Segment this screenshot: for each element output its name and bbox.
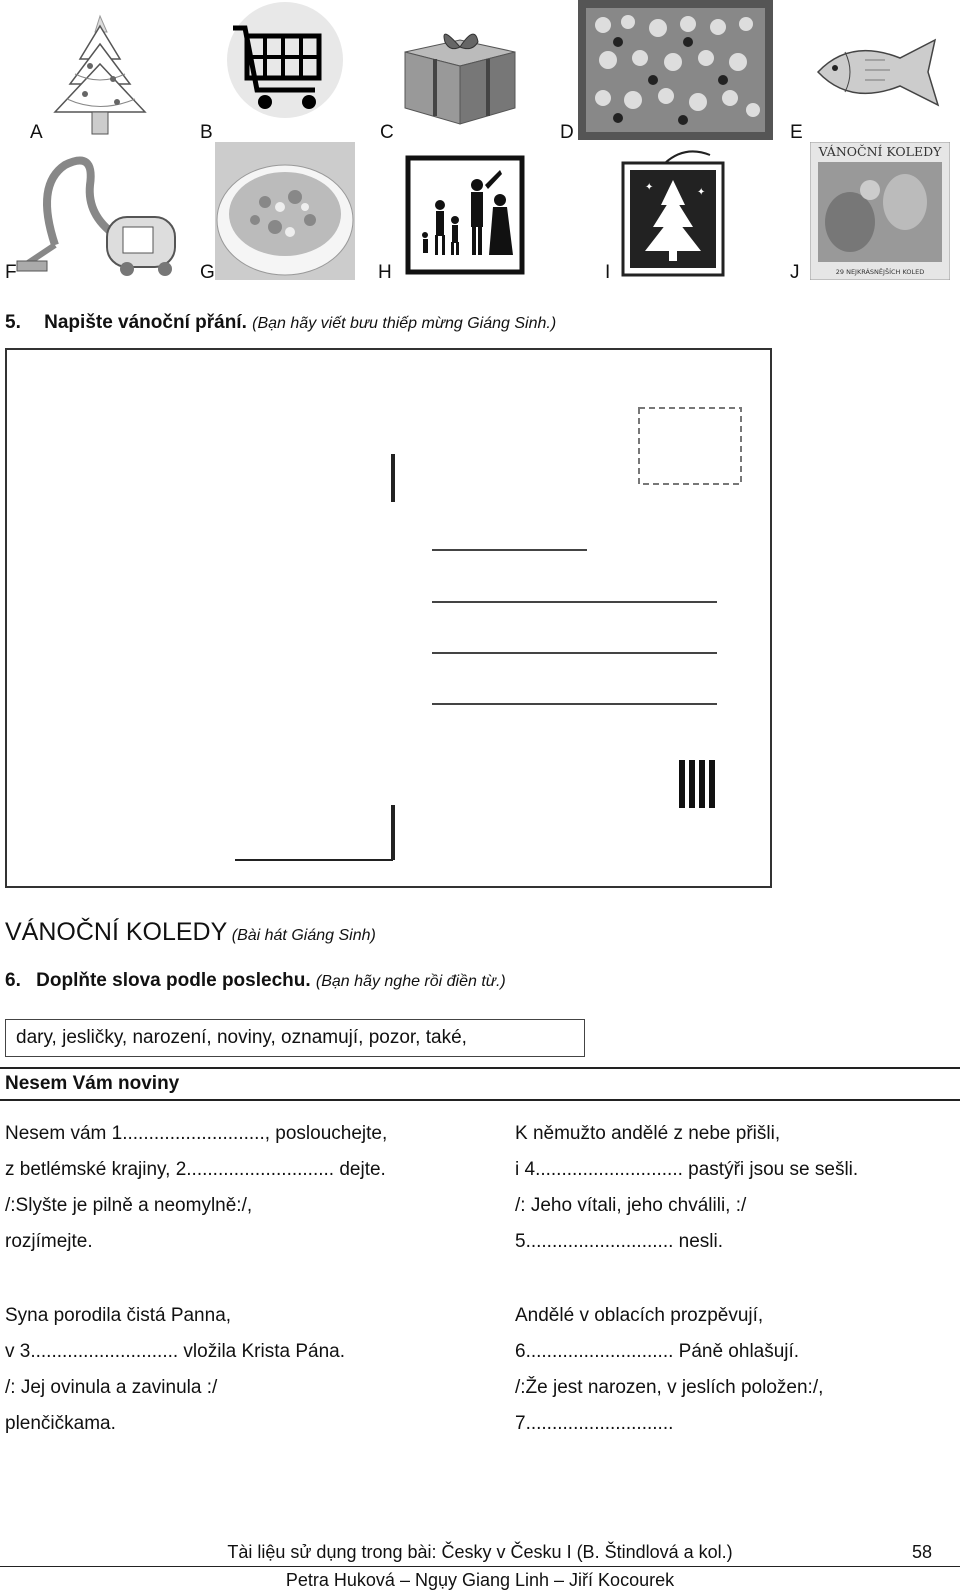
stanza-1-line-2: z betlémské krajiny, 2............................ dejte. bbox=[5, 1159, 386, 1180]
picture-letter-a: A bbox=[30, 122, 43, 143]
stanza-3-line-1: Syna porodila čistá Panna, bbox=[5, 1305, 232, 1326]
word-bank: dary, jesličky, narození, noviny, oznamují, pozor, také, bbox=[5, 1019, 585, 1057]
stanza-3-line-2: v 3............................ vložila Krista Pána. bbox=[5, 1341, 346, 1362]
exercise-6-title: Doplňte slova podle poslechu. bbox=[36, 970, 311, 991]
christmas-tree-icon bbox=[45, 4, 155, 139]
exercise-5-translation: (Bạn hãy viết bưu thiếp mừng Giáng Sinh.) bbox=[252, 315, 557, 332]
page-number: 58 bbox=[912, 1542, 933, 1562]
vacuum-cleaner-icon bbox=[15, 145, 180, 280]
song-title-rule-bottom bbox=[0, 1099, 960, 1101]
stanza-1-line-4: rozjímejte. bbox=[5, 1231, 93, 1252]
stanza-4-line-1: Andělé v oblacích prozpěvují, bbox=[515, 1305, 764, 1326]
song-title-rule-top bbox=[0, 1067, 960, 1069]
picture-letter-j: J bbox=[790, 262, 800, 283]
christmas-card-icon bbox=[615, 145, 730, 280]
stanza-2-line-2: i 4............................ pastýři jsou se sešli. bbox=[515, 1159, 859, 1180]
picture-letter-g: G bbox=[200, 262, 215, 283]
picture-letter-d: D bbox=[560, 122, 574, 143]
postcode-barcode bbox=[679, 760, 715, 808]
christmas-cookies-tray-icon bbox=[578, 0, 773, 140]
footer-authors: Petra Huková – Ngụy Giang Linh – Jiří Kocourek bbox=[285, 1570, 675, 1590]
svg-text:✦: ✦ bbox=[697, 187, 706, 198]
exercise-5-heading bbox=[5, 312, 556, 334]
stanza-4-line-2: 6............................ Páně ohlašují. bbox=[515, 1341, 800, 1362]
stanza-4 bbox=[515, 1305, 823, 1449]
section-translation: (Bài hát Giáng Sinh) bbox=[231, 927, 376, 944]
carp-fish-icon bbox=[810, 30, 950, 115]
footer-source: Tài liệu sử dụng trong bài: Česky v Česku I (B. Štindlová a kol.) bbox=[227, 1542, 733, 1562]
stanza-1-line-3: /:Slyšte je pilně a neomylně:/, bbox=[5, 1195, 253, 1216]
potato-salad-icon bbox=[215, 142, 355, 280]
footer-rule bbox=[0, 1566, 960, 1567]
section-title: VÁNOČNÍ KOLEDY bbox=[5, 918, 228, 946]
exercise-6-number: 6. bbox=[5, 970, 21, 991]
shopping-cart-icon bbox=[215, 0, 350, 135]
stanza-2 bbox=[515, 1123, 858, 1267]
exercise-5-number: 5. bbox=[5, 312, 21, 333]
stanza-3-line-3: /: Jej ovinula a zavinula :/ bbox=[5, 1377, 218, 1398]
exercise-6-translation: (Bạn hãy nghe rồi điền từ.) bbox=[315, 973, 506, 990]
picture-letter-c: C bbox=[380, 122, 394, 143]
stanza-1 bbox=[5, 1123, 387, 1267]
cd-cover-subtitle: 29 NEJKRÁSNĚJŠÍCH KOLED bbox=[835, 268, 925, 276]
picture-letter-i: I bbox=[605, 262, 611, 283]
postcard-template bbox=[5, 348, 772, 888]
exercise-5-title: Napište vánoční přání. bbox=[44, 312, 247, 333]
gift-box-icon bbox=[400, 22, 520, 127]
stanza-2-line-4: 5............................ nesli. bbox=[515, 1231, 724, 1252]
cd-cover-title: VÁNOČNÍ KOLEDY bbox=[818, 144, 942, 159]
stanza-3 bbox=[5, 1305, 345, 1449]
postcard-graphics bbox=[7, 350, 774, 890]
stanza-4-line-3: /:Že jest narozen, v jeslích položen:/, bbox=[515, 1377, 824, 1398]
picture-letter-e: E bbox=[790, 122, 803, 143]
picture-letter-h: H bbox=[378, 262, 392, 283]
section-heading bbox=[5, 918, 376, 947]
song-title: Nesem Vám noviny bbox=[5, 1073, 180, 1094]
stanza-4-line-4: 7............................ bbox=[515, 1413, 674, 1434]
stamp-placeholder bbox=[639, 408, 741, 484]
stanza-2-line-3: /: Jeho vítali, jeho chválili, :/ bbox=[515, 1195, 747, 1216]
stanza-1-line-1: Nesem vám 1..........................., poslouchejte, bbox=[5, 1123, 388, 1144]
family-drawing-icon bbox=[405, 155, 525, 275]
stanza-2-line-1: K němužto andělé z nebe přišli, bbox=[515, 1123, 781, 1144]
picture-letter-b: B bbox=[200, 122, 213, 143]
svg-text:✦: ✦ bbox=[645, 182, 654, 193]
stanza-3-line-4: plenčičkama. bbox=[5, 1413, 116, 1434]
christmas-carols-cd-icon bbox=[810, 142, 950, 280]
picture-letter-f: F bbox=[5, 262, 17, 283]
exercise-6-heading bbox=[5, 970, 506, 992]
